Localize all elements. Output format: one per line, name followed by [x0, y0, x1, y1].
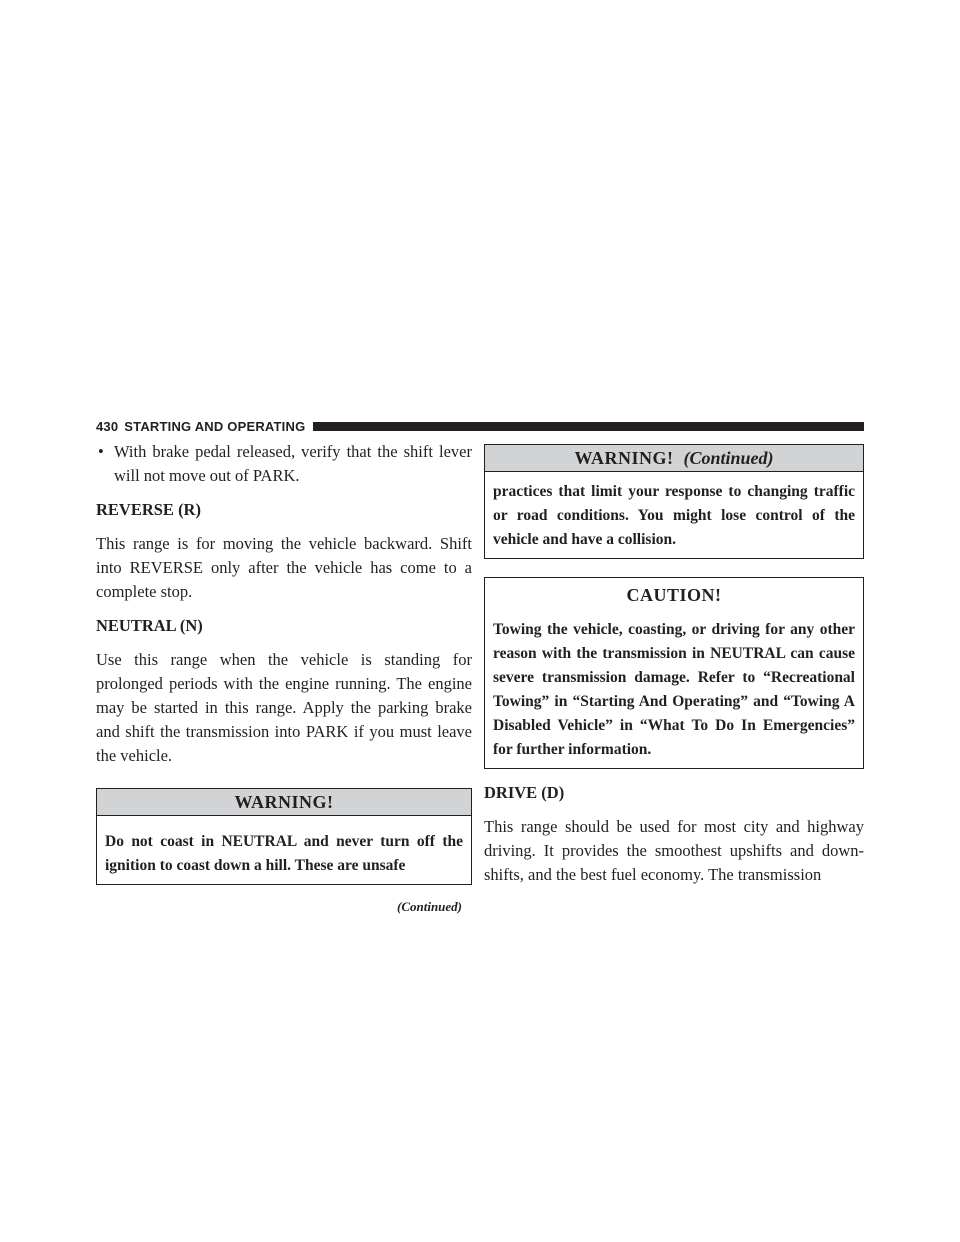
caution-title: CAUTION!: [485, 578, 863, 612]
warning-text: Do not coast in NEUTRAL and never turn off the ignition to coast down a hill. These are unsafe: [105, 833, 463, 874]
drive-heading: DRIVE (D): [484, 783, 565, 802]
caution-box: [484, 577, 864, 769]
reverse-paragraph: This range is for moving the vehicle backward. Shift into REVERSE only after the vehicle has come to a complete stop.: [96, 534, 472, 601]
neutral-paragraph: Use this range when the vehicle is standing for prolonged periods with the engine running. The engine may be started in this range. Apply the parking brake and shift the transmission into PARK if you must leave the vehicle.: [96, 650, 472, 765]
header-rule: [313, 422, 864, 431]
neutral-heading: NEUTRAL (N): [96, 616, 203, 635]
section-title: STARTING AND OPERATING: [124, 418, 306, 434]
bullet-text: With brake pedal released, verify that the shift lever will not move out of PARK.: [114, 442, 472, 485]
caution-text: Towing the vehicle, coasting, or driving for any other reason with the transmission in NEUTRAL can cause severe transmission damage. Refer to “Recreational Towing” in “Starting And Operating” and “Towing A Disabled Vehicle” in “What To Do In Emergencies” for further information.: [493, 621, 855, 758]
warning-continued-label: (Continued): [683, 448, 774, 468]
page-number: 430: [96, 418, 119, 434]
drive-paragraph: This range should be used for most city and highway driving. It provides the smoothest upshifts and down-shifts, and the best fuel economy. The transmission: [484, 817, 864, 884]
warning-title: WARNING!: [97, 789, 471, 816]
reverse-heading: REVERSE (R): [96, 500, 201, 519]
warning-continued-box: [484, 444, 864, 559]
warning-continued-text: practices that limit your response to changing traffic or road conditions. You might lose control of the vehicle and have a collision.: [493, 483, 855, 548]
warning-box: [96, 788, 472, 885]
warning-title: WARNING!: [574, 448, 674, 468]
bullet-icon: •: [98, 442, 104, 461]
right-column: [484, 440, 864, 887]
left-column: [96, 440, 472, 915]
continued-label: (Continued): [396, 899, 462, 914]
list-item: [96, 440, 472, 488]
warning-continued-title: [485, 445, 863, 472]
page-header: [96, 418, 864, 434]
